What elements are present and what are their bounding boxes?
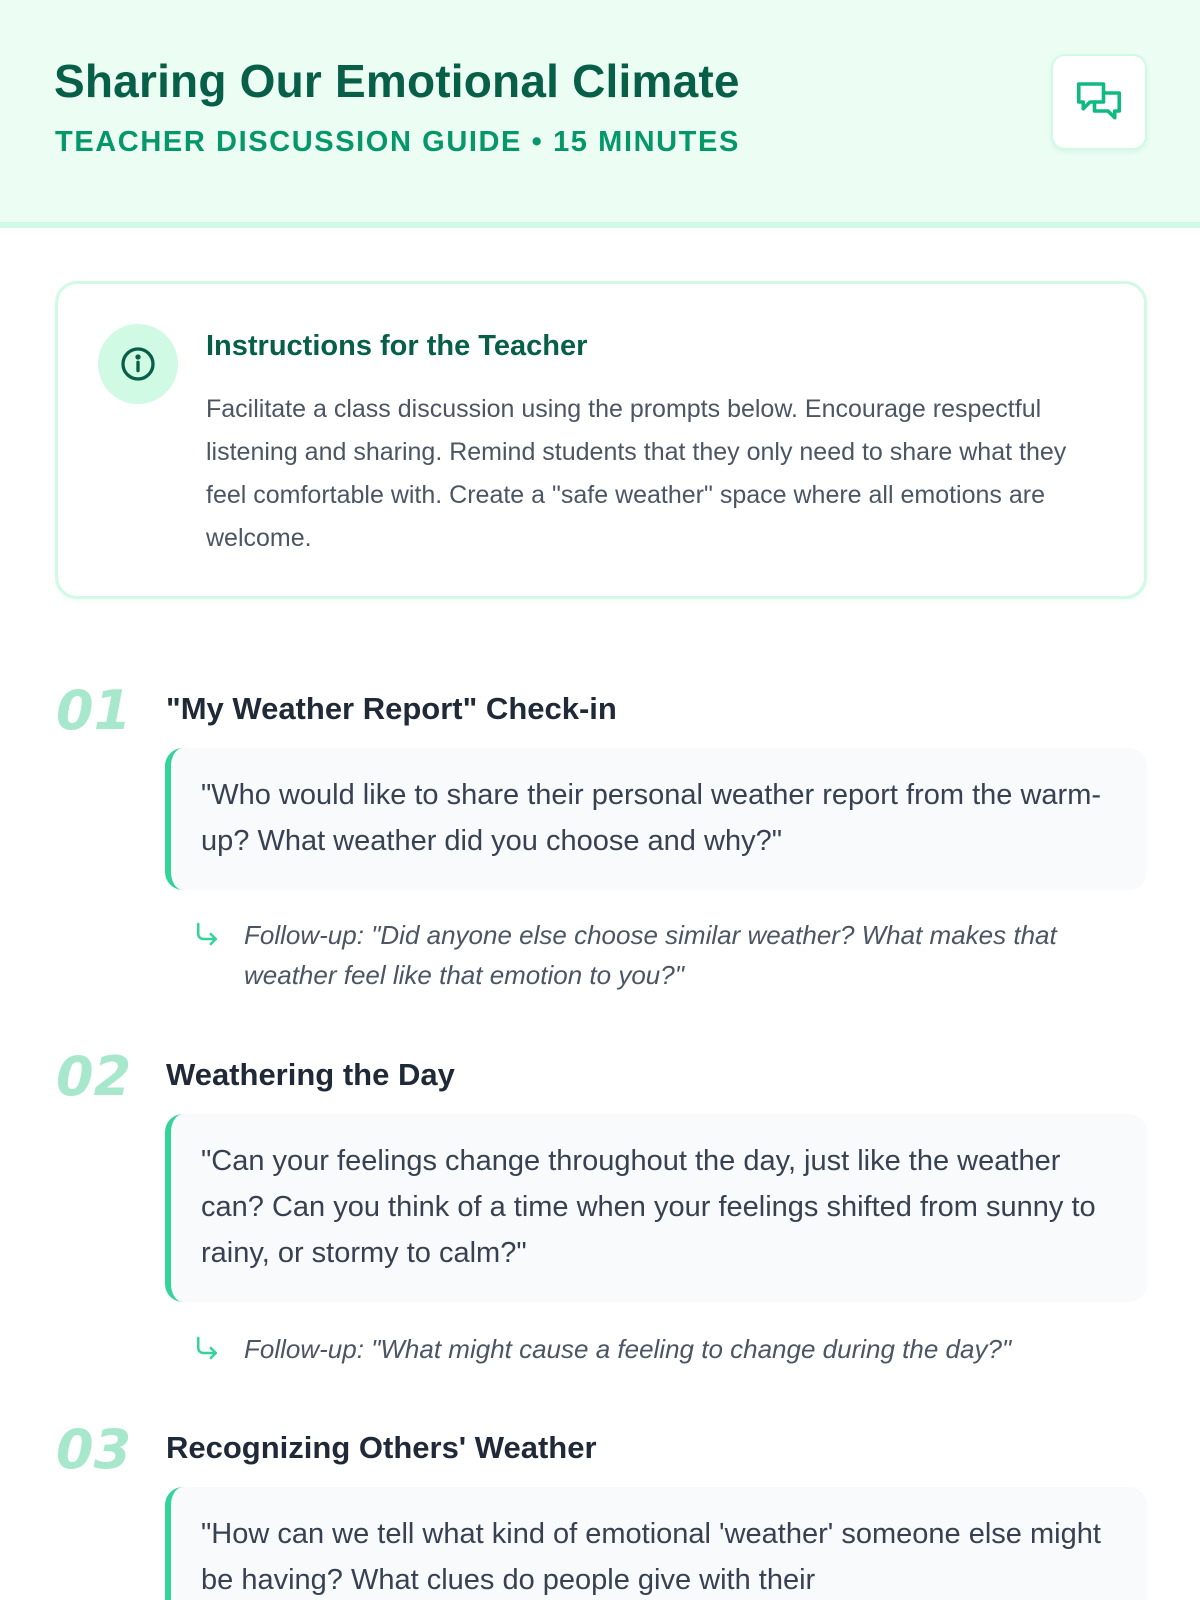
follow-up-text: Follow-up: "Did anyone else choose similar weather? What makes that weather feel like that emotion to you?"	[244, 920, 1057, 990]
chat-bubbles-icon	[1072, 75, 1126, 129]
prompt-quote	[165, 748, 1147, 890]
discussion-section-3	[0, 1420, 1200, 1600]
page-title: Sharing Our Emotional Climate	[54, 55, 740, 107]
discussion-button[interactable]	[1051, 54, 1147, 150]
prompt-quote	[165, 1487, 1147, 1600]
follow-up-arrow-icon	[192, 915, 244, 995]
prompt-text: "Who would like to share their personal weather report from the warm-up? What weather did you choose and why?"	[201, 779, 1102, 857]
follow-up	[192, 915, 1152, 995]
page-subtitle: TEACHER DISCUSSION GUIDE • 15 MINUTES	[55, 126, 740, 158]
instructions-title: Instructions for the Teacher	[206, 330, 588, 362]
info-icon	[118, 344, 158, 384]
section-title: Weathering the Day	[166, 1057, 455, 1092]
instructions-card	[55, 281, 1147, 599]
follow-up	[192, 1329, 1152, 1369]
info-icon-badge	[98, 324, 178, 404]
header	[0, 0, 1200, 228]
section-title: "My Weather Report" Check-in	[166, 691, 617, 726]
prompt-text: "How can we tell what kind of emotional 'weather' someone else might be having? What clues do people give with their	[201, 1518, 1101, 1596]
section-number: 01	[56, 679, 132, 742]
instructions-text: Facilitate a class discussion using the prompts below. Encourage respectful listening and sharing. Remind students that they only need to share what they feel comfortable with. Create a "safe weather" space where all emotions are welcome.	[206, 395, 1067, 552]
follow-up-arrow-icon	[192, 1329, 244, 1369]
section-number: 02	[56, 1045, 132, 1108]
prompt-text: "Can your feelings change throughout the day, just like the weather can? Can you think of a time when your feelings shifted from sunny to rainy, or stormy to calm?"	[201, 1145, 1096, 1269]
follow-up-text: Follow-up: "What might cause a feeling to change during the day?"	[244, 1334, 1012, 1364]
prompt-quote	[165, 1114, 1147, 1302]
section-title: Recognizing Others' Weather	[166, 1430, 597, 1465]
section-number: 03	[56, 1420, 132, 1481]
